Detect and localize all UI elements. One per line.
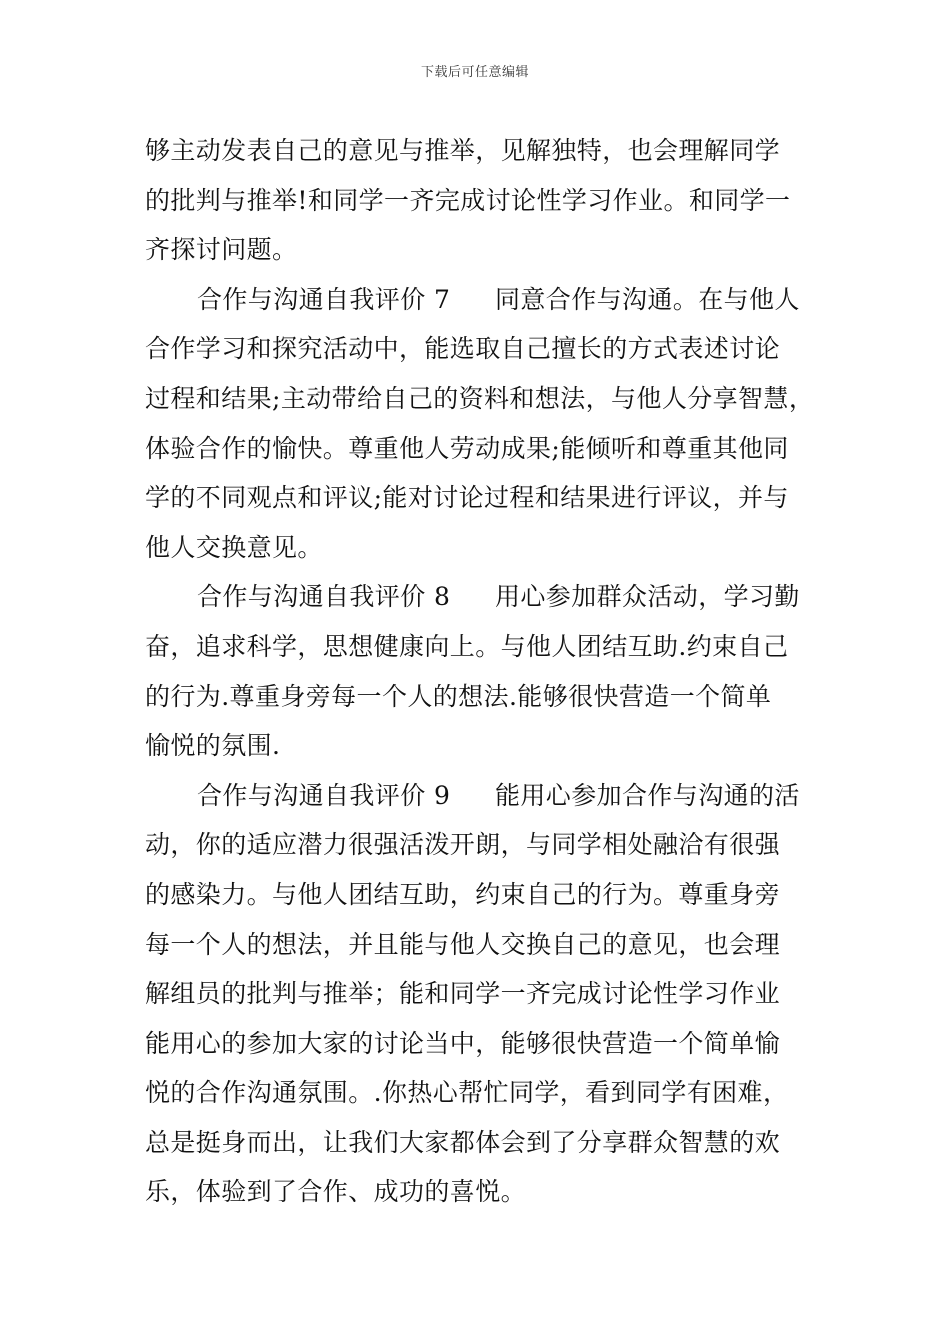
section-label: 合作与沟通自我评价 7	[197, 284, 451, 314]
body-line: 动，你的适应潜力很强活泼开朗，与同学相处融洽有很强	[145, 830, 781, 860]
section-first-line-text: 用心参加群众活动，学习勤	[495, 582, 800, 612]
body-line: 的感染力。与他人团结互助，约束自己的行为。尊重身旁	[145, 879, 781, 909]
body-line: 过程和结果;主动带给自己的资料和想法，与他人分享智慧，	[145, 383, 815, 413]
body-line: 的批判与推举!和同学一齐完成讨论性学习作业。和同学一	[145, 185, 791, 215]
page-header: 下载后可任意编辑	[420, 65, 529, 80]
section-heading-line	[145, 572, 813, 622]
body-line: 的行为.尊重身旁每一个人的想法.能够很快营造一个简单	[145, 681, 772, 711]
section-first-line-text: 同意合作与沟通。在与他人	[495, 284, 800, 314]
body-line: 愉悦的氛围.	[145, 731, 281, 761]
body-line: 体验合作的愉快。尊重他人劳动成果;能倾听和尊重其他同	[145, 433, 789, 463]
section-first-line-text: 能用心参加合作与沟通的活	[495, 780, 800, 810]
body-line: 能用心的参加大家的讨论当中，能够很快营造一个简单愉	[145, 1028, 781, 1058]
document-body	[145, 126, 813, 1217]
body-line: 每一个人的想法，并且能与他人交换自己的意见，也会理	[145, 929, 781, 959]
body-line: 奋，追求科学，思想健康向上。与他人团结互助.约束自己	[145, 631, 789, 661]
section-label: 合作与沟通自我评价 9	[197, 780, 451, 810]
body-line: 他人交换意见。	[145, 532, 323, 562]
body-line: 乐，体验到了合作、成功的喜悦。	[145, 1177, 527, 1207]
body-line: 解组员的批判与推举；能和同学一齐完成讨论性学习作业	[145, 979, 781, 1009]
section-heading-line	[145, 275, 813, 325]
body-line: 学的不同观点和评议;能对讨论过程和结果进行评议，并与	[145, 483, 789, 513]
body-line: 总是挺身而出，让我们大家都体会到了分享群众智慧的欢	[145, 1127, 781, 1157]
body-line: 够主动发表自己的意见与推举，见解独特，也会理解同学	[145, 136, 781, 165]
body-line: 齐探讨问题。	[145, 235, 298, 265]
section-label: 合作与沟通自我评价 8	[197, 582, 451, 612]
body-line: 悦的合作沟通氛围。.你热心帮忙同学，看到同学有困难，	[145, 1078, 789, 1108]
body-line: 合作学习和探究活动中，能选取自己擅长的方式表述讨论	[145, 334, 781, 364]
section-heading-line	[145, 771, 813, 821]
